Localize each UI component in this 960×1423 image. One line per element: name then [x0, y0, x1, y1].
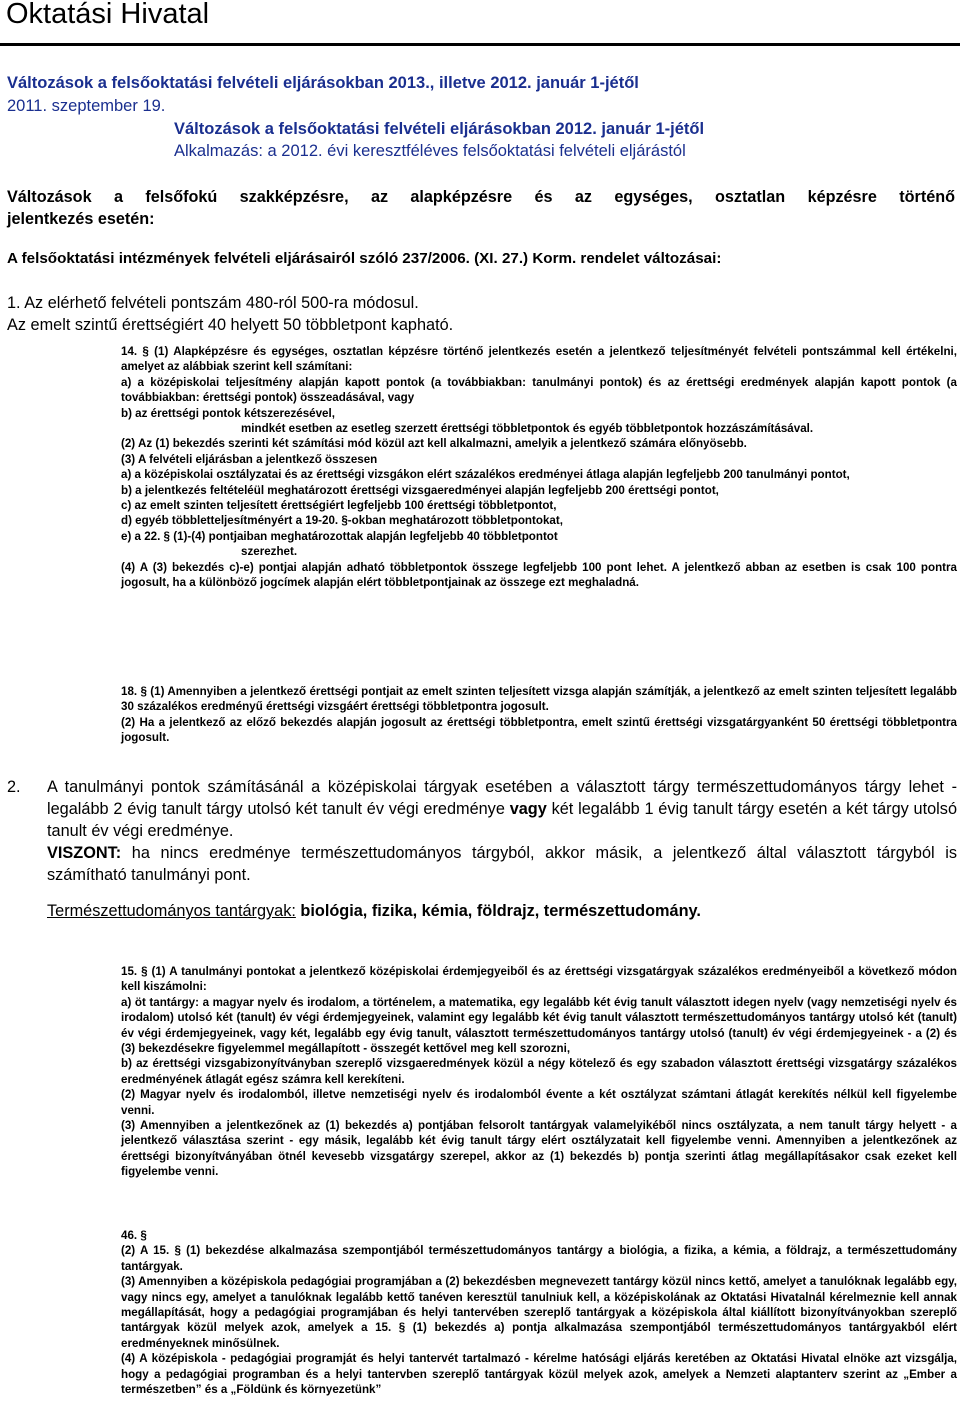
sec14-p1: 14. § (1) Alapképzésre és egységes, osztatlan képzésre történő jelentkezés esetén a jelentkező teljesítményét felvételi pontszámmal kell értékelni, amelyet az alábbiak szerint kell számítani: — [121, 345, 957, 374]
sec14-p3d: d) egyéb többletteljesítményért a 19-20. §-okban meghatározott többletpontokat, — [121, 514, 563, 528]
breadcrumb-line-4: Alkalmazás: a 2012. évi keresztféléves felsőoktatási felvételi eljárástól — [174, 142, 686, 160]
change-2: 2. A tanulmányi pontok számításánál a középiskolai tárgyak esetében a választott tárgy természettudományos tárgy lehet - legalább 2 évig tanult tárgy utolsó két tanult év végi eredménye vagy két legalább 1 évig tanult tárgy esetén a két tárgy utolsó tanult év végi eredménye. VISZONT: ha nincs eredménye természettudományos tárgyból, akkor másik, a jelentkező által választott tárgyból is számítható tanulmányi pont. Természettudományos tantárgyak: biológia, fizika, kémia, földrajz, természettudomány. — [7, 778, 957, 920]
change-1: 1. Az elérhető felvételi pontszám 480-ról 500-ra módosul. Az emelt szintű érettségiért 40 helyett 50 többletpont kapható. — [7, 294, 454, 334]
section-46 — [121, 1228, 957, 1397]
subjects-line: Természettudományos tantárgyak: biológia, fizika, kémia, földrajz, természettudomány. — [47, 902, 701, 920]
breadcrumb-date: 2011. szeptember 19. — [7, 97, 166, 115]
sec15-p3: (3) Amennyiben a jelentkezőnek az (1) bekezdés a) pontjában felsorolt tantárgyak valamelyikéből nincs osztályzata, a nem tanult tárgy helyett - a jelentkező választása szerint - egy másik, legalább két évig tanult tárgy elért osztályzatait kell figyelembe venni. Amennyiben a jelentkezőnek az érettségi bizonyítványában ötnél kevesebb vizsgatárgy szerepel, akkor az (1) bekezdés b) pontja szerinti átlag megállapításakor csak ezeket kell figyelembe venni. — [121, 1119, 957, 1179]
sec14-p3: (3) A felvételi eljárásban a jelentkező összesen — [121, 452, 378, 466]
sec14-p3e2: szerezhet. — [241, 545, 298, 559]
decree-title: A felsőoktatási intézmények felvételi eljárásairól szóló 237/2006. (XI. 27.) Korm. rendelet változásai: — [7, 250, 722, 267]
header-divider — [0, 43, 960, 46]
sec15-p1: 15. § (1) A tanulmányi pontokat a jelentkező középiskolai érdemjegyeiből és az érettségi vizsgatárgyak százalékos eredményeiből a következő módon kell kiszámolni: — [121, 965, 957, 994]
sec46-p2: (2) A 15. § (1) bekezdése alkalmazása szempontjából természettudományos tantárgy a biológia, a fizika, a kémia, a földrajz, a természettudomány tantárgyak. — [121, 1244, 957, 1273]
sec46-p4: (4) A középiskola - pedagógiai programját és helyi tantervét tartalmazó - kérelme hatósági eljárás keretében az Oktatási Hivatal elnöke azt vizsgálja, hogy a pedagógiai programban és a helyi tantervben szereplő tantárgyak közül melyek azok, amelyek a Nemzeti alaptanterv szerint az „Ember a természetben” és a „Földünk és környezetünk” — [121, 1352, 957, 1397]
sec14-b2: mindkét esetben az esetleg szerzett érettségi többletpontok és egyéb többletpontok hozzászámításával. — [241, 422, 814, 436]
section-15 — [121, 964, 957, 1180]
section-14 — [121, 344, 957, 591]
sec15-b: b) az érettségi vizsgabizonyítványban szereplő vizsgaeredmények közül a négy kötelező és egy szabadon választott érettségi vizsgatárgy százalékos eredményének átlagát egész számra kell kerekíteni. — [121, 1057, 957, 1086]
sec46-p3: (3) Amennyiben a középiskola pedagógiai programjában a (2) bekezdésben megnevezett tantárgy közül nincs kettő, amelyet a tanulóknak legalább egy, vagy nincs egy, amelyet a tanulóknak legalább kettő tanéven keresztül tanulniuk kell, a középiskolának az Oktatási Hivatalnál kérelmeznie kell annak megállapítását, hogy a pedagógiai programjában és helyi tantervében szereplő tantárgyak a középiskola által kiállított bizonyítványokban szereplő tantárgyak közül melyek azok, amelyek a 15. § (1) bekezdés a) pontja alkalmazása szempontjából természettudományos tantárgyakból elért eredményeknek minősülnek. — [121, 1275, 957, 1350]
sec15-p2: (2) Magyar nyelv és irodalomból, illetve nemzetiségi nyelv és irodalomból évente a két osztályzat számtani átlagát kerekítés nélkül kell figyelembe venni. — [121, 1088, 957, 1117]
sec14-p3e: e) a 22. § (1)-(4) pontjaiban meghatározottak alapján legfeljebb 40 többletpontot — [121, 529, 558, 543]
sec46-num: 46. § — [121, 1229, 147, 1242]
sec14-b: b) az érettségi pontok kétszerezésével, — [121, 406, 335, 420]
sec18-p1: 18. § (1) Amennyiben a jelentkező érettségi pontjait az emelt szinten teljesített vizsga alapján számítják, a jelentkező az emelt szinten teljesített legalább 30 százalékos eredményű érettségi vizsgáért érettségi többletpontra jogosult. — [121, 685, 957, 714]
change-2-num: 2. — [7, 778, 21, 796]
site-title[interactable]: Oktatási Hivatal — [6, 0, 210, 30]
sec14-p4: (4) A (3) bekezdés c)-e) pontjai alapján adható többletpontok összege legfeljebb 100 pont lehet. A jelentkező abban az esetben is csak 100 pontra jogosult, ha a különböző jogcímek alapján elért többletpontjainak az összege ezt meghaladná. — [121, 560, 957, 590]
sec14-a: a) a középiskolai teljesítmény alapján kapott pontok (a továbbiakban: tanulmányi pontok) és az érettségi eredmények alapján kapott pontok (a továbbiakban: érettségi pontok) összeadásával, vagy — [121, 375, 957, 405]
sec14-p2: (2) Az (1) bekezdés szerinti két számítási mód közül azt kell alkalmazni, amelyik a jelentkező számára előnyösebb. — [121, 437, 747, 451]
sec14-p3c: c) az emelt szinten teljesített érettségiért legfeljebb 100 érettségi többletpontot, — [121, 499, 557, 513]
section-18 — [121, 684, 957, 746]
breadcrumb-line-1[interactable]: Változások a felsőoktatási felvételi eljárásokban 2013., illetve 2012. január 1-jétől — [7, 74, 639, 92]
section-heading: Változások a felsőfokú szakképzésre, az alapképzésre és az egységes, osztatlan képzésre történő jelentkezés esetén: — [7, 188, 955, 228]
sec14-p3b: b) a jelentkezés feltételéül meghatározott érettségi vizsgaeredményei alapján legfeljebb 200 érettségi pontot, — [121, 483, 719, 497]
sec14-p3a: a) a középiskolai osztályzatai és az érettségi vizsgákon elért százalékos eredményei átlaga alapján legfeljebb 200 tanulmányi pontot, — [121, 468, 850, 482]
sec15-a: a) öt tantárgy: a magyar nyelv és irodalom, a történelem, a matematika, egy legalább két évig tanult választott idegen nyelv (vagy nemzetiségi nyelv és irodalom) utolsó két (tanult) év végi érdemjegyeinek, valamint egy legalább két évig tanult választott természettudományos tantárgy utolsó két (tanult) év végi érdemjegyeinek, vagy két, legalább egy évig tanult, választott természettudományos tantárgy utolsó (tanult) év végi érdemjegyeinek - a (2) és (3) bekezdésekre figyelemmel megállapított - összegét kettővel meg kell szorozni, — [121, 995, 957, 1056]
sec18-p2: (2) Ha a jelentkező az előző bekezdés alapján jogosult az érettségi többletpontra, emelt szintű érettségi vizsgatárgyanként 50 érettségi többletpontra jogosult. — [121, 715, 957, 745]
breadcrumb-line-3[interactable]: Változások a felsőoktatási felvételi eljárásokban 2012. január 1-jétől — [174, 120, 705, 138]
